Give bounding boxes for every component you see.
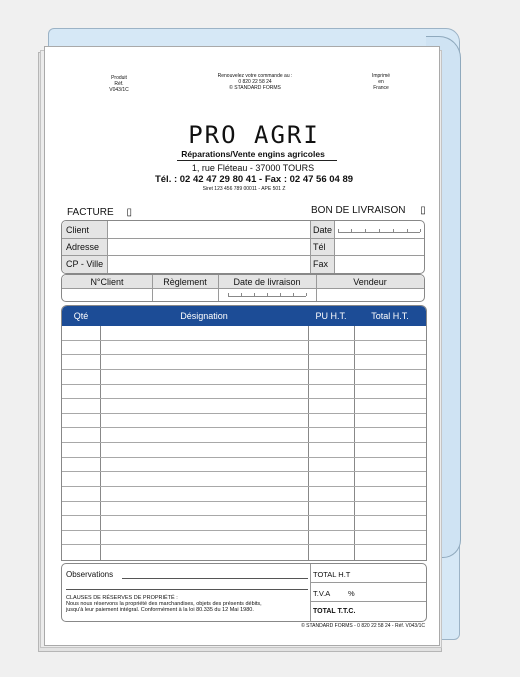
livraison-text: BON DE LIVRAISON [311, 205, 406, 216]
total-ht-field[interactable] [360, 565, 424, 581]
col-designation: Désignation [180, 311, 228, 321]
date-livraison-baseline [228, 296, 306, 297]
total-ht-label: TOTAL H.T [313, 570, 351, 579]
col-pu-ht: PU H.T. [315, 311, 347, 321]
table-row[interactable] [62, 443, 426, 458]
header-left-line: Produit [111, 75, 127, 81]
table-row[interactable] [62, 355, 426, 370]
header-right-line: France [373, 85, 389, 91]
bottom-credit: © STANDARD FORMS - 0 820 22 58 24 - Réf. V043/1C [301, 623, 425, 629]
table-row[interactable] [62, 414, 426, 429]
adresse-field[interactable] [108, 239, 309, 254]
date-field[interactable] [338, 226, 422, 234]
livraison-label [311, 205, 426, 216]
date-tick [407, 229, 408, 232]
date-tick [365, 229, 366, 232]
date-label: Date [313, 225, 333, 235]
reglement-label: Règlement [163, 277, 207, 287]
date-tick [293, 293, 294, 296]
footer-box [61, 563, 427, 622]
n-client-label: N°Client [90, 277, 124, 287]
header-left-line: V043/1C [109, 87, 129, 93]
reglement-field[interactable] [153, 289, 217, 300]
fax-field[interactable] [336, 256, 422, 271]
facture-label [67, 207, 132, 218]
client-box [61, 220, 425, 274]
col-qte: Qté [73, 311, 89, 321]
divider [310, 221, 311, 273]
header-right-line: Imprimé [371, 73, 391, 79]
date-tick [267, 293, 268, 296]
table-row[interactable] [62, 545, 426, 560]
fax-label: Fax [313, 259, 329, 269]
invoice-page [44, 46, 440, 646]
total-ttc-label: TOTAL T.T.C. [313, 608, 356, 615]
adresse-label: Adresse [66, 242, 100, 252]
facture-checkbox[interactable]: ▯ [126, 207, 132, 218]
company-subtitle: Réparations/Vente engins agricoles [181, 149, 325, 159]
tva-label: T.V.A [313, 589, 331, 598]
items-table [61, 305, 427, 561]
items-table-body[interactable] [62, 326, 426, 560]
cp-ville-field[interactable] [108, 256, 309, 271]
company-address: 1, rue Fléteau - 37000 TOURS [191, 163, 315, 173]
table-row[interactable] [62, 472, 426, 487]
date-tick [306, 293, 307, 296]
facture-text: FACTURE [67, 207, 114, 218]
header-left-line: Réf. [114, 81, 124, 87]
header-center-line: © STANDARD FORMS [229, 85, 281, 91]
table-row[interactable] [62, 341, 426, 356]
company-logo: PRO AGRI [188, 121, 320, 149]
clauses-line-2: jusqu'à leur paiement intégral. Conformément à la loi 80.335 du 12 Mai 1980. [66, 607, 254, 613]
date-tick [393, 229, 394, 232]
divider [310, 564, 311, 621]
items-table-header [62, 306, 426, 326]
company-underline [177, 160, 337, 161]
tel-label: Tél [313, 242, 326, 252]
date-tick [338, 229, 339, 232]
vendeur-field[interactable] [317, 289, 423, 300]
vendeur-label: Vendeur [353, 277, 387, 287]
livraison-checkbox[interactable]: ▯ [420, 205, 426, 216]
table-row[interactable] [62, 502, 426, 517]
clauses-line-1: Nous nous réservons la propriété des marchandises, objets des présents débits, [66, 601, 262, 607]
date-tick [228, 293, 229, 296]
header-center [195, 73, 315, 91]
cp-ville-label: CP - Ville [66, 259, 104, 269]
n-client-field[interactable] [63, 289, 151, 300]
total-ttc-field[interactable] [360, 603, 424, 619]
table-row[interactable] [62, 458, 426, 473]
date-livraison-field[interactable] [228, 290, 308, 298]
header-right-line: en [378, 79, 384, 85]
date-tick [379, 229, 380, 232]
client-label: Client [66, 225, 90, 235]
date-tick [254, 293, 255, 296]
header-center-line: Renouvelez votre commande au : [217, 73, 293, 79]
divider [334, 221, 335, 273]
header-center-line: 0 820 22 58 24 [238, 79, 272, 85]
tva-percent: % [348, 589, 355, 598]
observations-line[interactable] [66, 589, 308, 590]
divider [310, 582, 426, 583]
observations-line[interactable] [122, 578, 308, 579]
divider [310, 601, 426, 602]
table-row[interactable] [62, 370, 426, 385]
col-total-ht: Total H.T. [371, 311, 409, 321]
table-row[interactable] [62, 326, 426, 341]
date-tick [280, 293, 281, 296]
date-baseline [338, 232, 420, 233]
tva-field[interactable] [360, 584, 424, 600]
clauses-title: CLAUSES DE RÉSERVES DE PROPRIÉTÉ : [66, 595, 178, 601]
date-livraison-label: Date de livraison [233, 277, 301, 287]
info-row-box [61, 274, 425, 302]
tel-field[interactable] [336, 239, 422, 254]
header-right [361, 73, 401, 91]
table-row[interactable] [62, 487, 426, 502]
date-tick [420, 229, 421, 232]
table-row[interactable] [62, 385, 426, 400]
client-field[interactable] [108, 222, 309, 237]
table-row[interactable] [62, 428, 426, 443]
table-row[interactable] [62, 399, 426, 414]
observations-label: Observations [66, 570, 114, 579]
table-row[interactable] [62, 531, 426, 546]
company-siret: Siret 123 456 789 00011 - APE 501 Z [202, 186, 286, 192]
date-tick [241, 293, 242, 296]
header-left [99, 75, 139, 93]
table-row[interactable] [62, 516, 426, 531]
company-phone: Tél. : 02 42 47 29 80 41 - Fax : 02 47 56 04 89 [154, 174, 354, 185]
date-tick [351, 229, 352, 232]
